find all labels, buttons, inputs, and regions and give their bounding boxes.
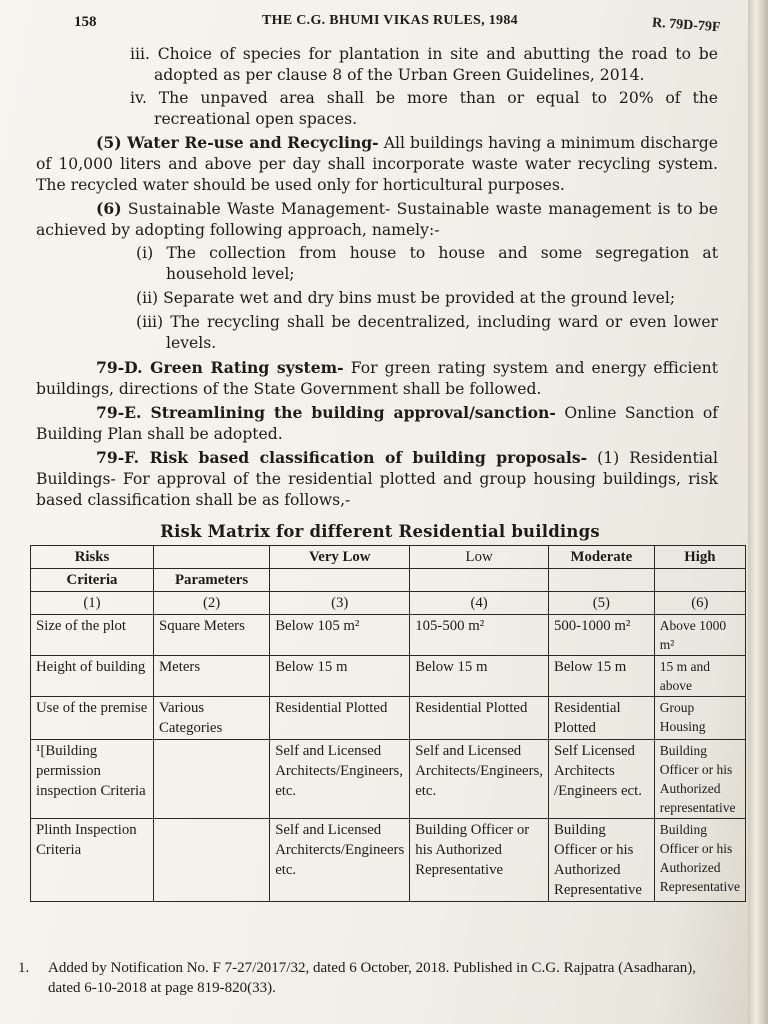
table-cell [153, 819, 269, 902]
table-cell: Below 15 m [410, 656, 549, 697]
table-row [31, 656, 746, 697]
header-empty-cell [654, 569, 745, 592]
header-high: High [654, 546, 745, 569]
table-row [31, 697, 746, 740]
column-number-row [31, 592, 746, 615]
adjacent-page-edge [748, 0, 768, 1024]
table-cell: Square Meters [153, 615, 269, 656]
sub-item-iii: (iii) The recycling shall be decentralized, including ward or even lower levels. [136, 313, 718, 352]
col-number: (3) [270, 592, 410, 615]
table-row [31, 615, 746, 656]
clause-iv: iv. The unpaved area shall be more than or equal to 20% of the recreational open spaces. [130, 89, 718, 128]
table-cell: Below 15 m [548, 656, 654, 697]
table-row [31, 740, 746, 819]
col-number: (1) [31, 592, 154, 615]
footnote-number: 1. [18, 960, 30, 976]
table-cell: Above 1000 m² [654, 615, 745, 656]
table-cell: Plinth Inspection Criteria [31, 819, 154, 902]
section-5-text: All buildings having a minimum discharge of 10,000 liters and above per day shall incorporate waste water recycling system. The recycled water should be used only for horticultural purposes. [36, 134, 718, 194]
page-number: 158 [74, 14, 97, 30]
header-parameters: Parameters [153, 569, 269, 592]
table-cell: Below 105 m² [270, 615, 410, 656]
table-cell: Residential Plotted [270, 697, 410, 740]
header-low: Low [410, 546, 549, 569]
footnote-text: Added by Notification No. F 7-27/2017/32, dated 6 October, 2018. Published in C.G. Rajpatra (Asadharan), dated 6-10-2018 at page 819-820(33). [48, 960, 697, 996]
sub-item-ii: (ii) Separate wet and dry bins must be provided at the ground level; [136, 289, 676, 307]
section-6 [36, 198, 718, 241]
rule-79f-text: (1) Residential Buildings- For approval of the residential plotted and group housing buildings, risk based classification shall be as follows,- [36, 449, 718, 509]
header-very-low: Very Low [270, 546, 410, 569]
table-cell: Residential Plotted [410, 697, 549, 740]
header-moderate: Moderate [548, 546, 654, 569]
header-criteria: Criteria [31, 569, 154, 592]
table-cell: ¹[Building permission inspection Criteria [31, 740, 154, 819]
table-cell: Self and Licensed Architects/Engineers, etc. [410, 740, 549, 819]
table-cell: Building Officer or his Authorized Representative [548, 819, 654, 902]
col-number: (5) [548, 592, 654, 615]
table-cell: 15 m and above [654, 656, 745, 697]
clause-iii: iii. Choice of species for plantation in site and abutting the road to be adopted as per clause 8 of the Urban Green Guidelines, 2014. [130, 45, 718, 84]
table-cell: 500-1000 m² [548, 615, 654, 656]
table-cell [153, 740, 269, 819]
table-cell: Building Officer or his Authorized representative [654, 740, 745, 819]
rule-reference: R. 79D-79F [651, 15, 721, 36]
col-number: (6) [654, 592, 745, 615]
footnote [18, 958, 724, 998]
section-6-text: Sustainable Waste Management- Sustainable waste management is to be achieved by adopting following approach, namely:- [36, 200, 718, 239]
table-cell: 105-500 m² [410, 615, 549, 656]
col-number: (2) [153, 592, 269, 615]
running-title: THE C.G. BHUMI VIKAS RULES, 1984 [262, 13, 518, 28]
header-risks: Risks [31, 546, 154, 569]
section-6-heading: (6) [96, 199, 122, 218]
header-empty-cell [410, 569, 549, 592]
rule-79d-heading: 79-D. Green Rating system- [96, 358, 344, 377]
table-cell: Self and Licensed Architects/Engineers, etc. [270, 740, 410, 819]
table-subheader-row [31, 569, 746, 592]
rule-79e [36, 402, 718, 445]
header-empty-cell [548, 569, 654, 592]
header-blank [153, 546, 269, 569]
rule-79f-heading: 79-F. Risk based classification of building proposals- [96, 448, 588, 467]
section-5 [36, 132, 718, 196]
table-row [31, 819, 746, 902]
table-cell: Size of the plot [31, 615, 154, 656]
section-5-heading: (5) Water Re-use and Recycling- [96, 133, 379, 152]
header-empty-cell [270, 569, 410, 592]
table-cell: Meters [153, 656, 269, 697]
risk-matrix-table [30, 545, 746, 902]
table-header-row [31, 546, 746, 569]
sub-item-i: (i) The collection from house to house and some segregation at household level; [136, 244, 718, 283]
table-cell: Height of building [31, 656, 154, 697]
table-cell: Building Officer or his Authorized Representative [654, 819, 745, 902]
col-number: (4) [410, 592, 549, 615]
table-cell: Self and Licensed Architercts/Engineers etc. [270, 819, 410, 902]
table-title: Risk Matrix for different Residential buildings [160, 522, 600, 541]
rule-79d-text: For green rating system and energy efficient buildings, directions of the State Government shall be followed. [36, 359, 718, 398]
rule-79e-text: Online Sanction of Building Plan shall be adopted. [36, 404, 718, 443]
table-cell: Building Officer or his Authorized Representative [410, 819, 549, 902]
table-cell: Use of the premise [31, 697, 154, 740]
table-cell: Various Categories [153, 697, 269, 740]
table-cell: Below 15 m [270, 656, 410, 697]
table-cell: Group Housing [654, 697, 745, 740]
rule-79d [36, 357, 718, 400]
table-cell: Residential Plotted [548, 697, 654, 740]
page-header [74, 10, 720, 36]
body-text [36, 44, 718, 513]
rule-79f [36, 447, 718, 511]
table-cell: Self Licensed Architects /Engineers ect. [548, 740, 654, 819]
rule-79e-heading: 79-E. Streamlining the building approval/sanction- [96, 403, 556, 422]
